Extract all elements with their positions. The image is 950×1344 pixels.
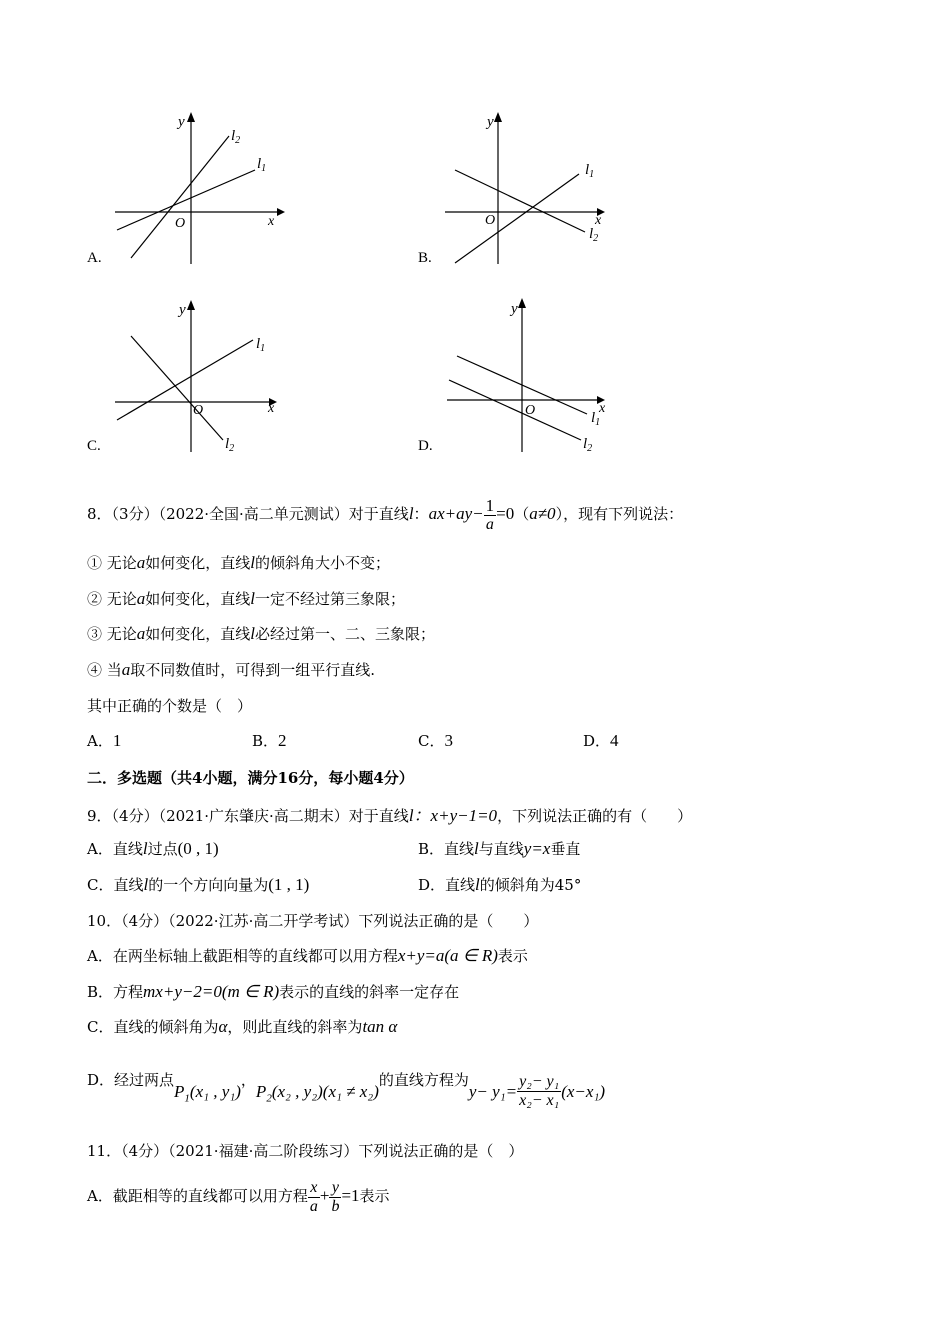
line-l1 xyxy=(117,340,253,420)
l2-label: $l_2$ xyxy=(225,436,235,454)
q9-option-a: A．直线l过点(0 , 1) xyxy=(87,839,219,858)
graph-c xyxy=(105,296,295,458)
q8-statement-2: ② 无论a如何变化，直线l一定不经过第三象限； xyxy=(87,589,406,608)
graph-a xyxy=(105,108,295,270)
l2-label: $l_2$ xyxy=(231,128,241,146)
q8-statement-3: ③ 无论a如何变化，直线l必经过第一、二、三象限； xyxy=(87,624,436,643)
origin-label: O xyxy=(485,213,496,228)
q8-option-b: B．2 xyxy=(252,731,287,750)
option-b-label: B. xyxy=(418,250,432,266)
line-l2 xyxy=(131,336,223,440)
line-l1 xyxy=(117,170,255,230)
l1-label: $l_1$ xyxy=(591,410,601,428)
q10-option-b: B．方程mx+y−2=0(m ∈ R)表示的直线的斜率一定存在 xyxy=(87,982,460,1001)
y-axis-arrow xyxy=(187,112,195,122)
line-l2 xyxy=(455,170,585,232)
q8-option-a: A．1 xyxy=(87,731,122,750)
graph-b xyxy=(435,108,625,270)
l1-label: $l_1$ xyxy=(257,156,267,174)
q8-option-d: D．4 xyxy=(583,731,619,750)
y-axis-arrow xyxy=(494,112,502,122)
q8-stem: 8．（3分）（2022·全国·高二单元测试）对于直线l：ax+ay− $\frac{1}{a}$ =0（a≠0），现有下列说法： xyxy=(87,495,684,533)
origin-label: O xyxy=(193,403,204,418)
l2-label: $l_2$ xyxy=(589,226,599,244)
line-l2 xyxy=(131,136,229,258)
q8-question: 其中正确的个数是（ ） xyxy=(87,697,253,715)
origin-label: O xyxy=(175,216,186,231)
x-label: x xyxy=(268,214,275,229)
q10-option-c: C．直线的倾斜角为α，则此直线的斜率为tan α xyxy=(87,1017,398,1036)
q10-option-a: A．在两坐标轴上截距相等的直线都可以用方程x+y=a(a ∈ R)表示 xyxy=(87,946,528,965)
x-axis-arrow xyxy=(277,208,285,216)
y-axis-arrow xyxy=(187,300,195,310)
q9-option-c: C．直线l的一个方向向量为(1 , 1) xyxy=(87,875,310,894)
l1-label: $l_1$ xyxy=(585,162,595,180)
line-l1 xyxy=(455,174,579,263)
origin-label: O xyxy=(525,403,536,418)
x-label: x xyxy=(595,213,602,228)
y-label: y xyxy=(487,114,494,130)
q11-option-a: A．截距相等的直线都可以用方程 $\frac{x}{a}$ + $\frac{y}{b}$ =1表示 xyxy=(87,1178,390,1215)
x-label: x xyxy=(599,401,606,416)
q8-statement-4: ④ 当a取不同数值时，可得到一组平行直线. xyxy=(87,660,376,679)
q9-stem: 9．（4分）（2021·广东肇庆·高二期末）对于直线l：x+y−1=0，下列说法正确的有（ ） xyxy=(87,806,693,825)
l2-label: $l_2$ xyxy=(583,436,593,454)
option-d-label: D. xyxy=(418,438,433,454)
section-heading: 二．多选题（共4小题，满分16分，每小题4分） xyxy=(87,769,414,787)
y-label: y xyxy=(179,302,186,318)
q9-option-d: D．直线l的倾斜角为45° xyxy=(418,875,582,894)
x-label: x xyxy=(268,401,275,416)
q10-stem: 10．（4分）（2022·江苏·高二开学考试）下列说法正确的是（ ） xyxy=(87,912,539,930)
option-c-label: C. xyxy=(87,438,101,454)
l1-label: $l_1$ xyxy=(256,336,266,354)
y-axis-arrow xyxy=(518,298,526,308)
graph-d xyxy=(435,296,625,458)
q8-option-c: C．3 xyxy=(418,731,453,750)
q8-statement-1: ① 无论a如何变化，直线l的倾斜角大小不变； xyxy=(87,553,391,572)
q11-stem: 11．（4分）（2021·福建·高二阶段练习）下列说法正确的是（ ） xyxy=(87,1142,524,1160)
q9-option-b: B．直线l与直线y=x垂直 xyxy=(418,839,581,858)
option-a-label: A. xyxy=(87,250,102,266)
y-label: y xyxy=(511,301,518,317)
y-label: y xyxy=(178,114,185,130)
line-l2 xyxy=(449,380,581,440)
q10-option-d: D．经过两点$P_1(x_1$ , y₁)，$P_2(x_2$ , y₂)(x₁ ≠ x₂)的直线方程为y− y₁= $\frac{\text{y₂− y₁}}{\text{x₂− x₁}}$ (x−x₁) xyxy=(87,1071,606,1109)
